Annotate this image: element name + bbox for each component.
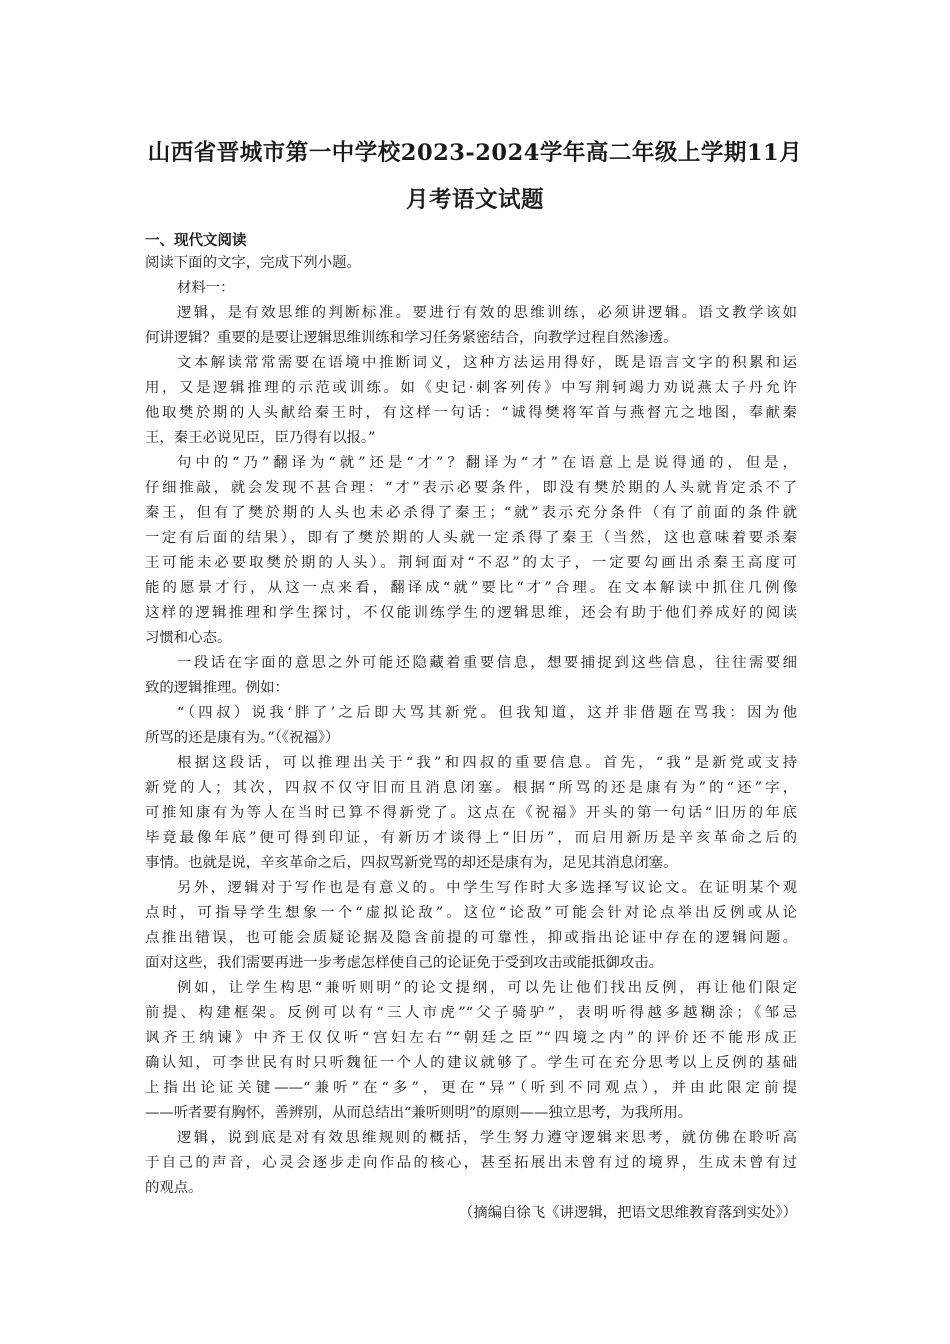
paragraph-line: 可推知康有为等人在当时已算不得新党了。这点在《祝福》开头的第一句话“旧历的年底 [145, 805, 797, 821]
paragraph-line: 讽齐王纳谏》中齐王仅仅听“宫妇左右”“朝廷之臣”“四境之内”的评价还不能形成正 [145, 1030, 797, 1046]
paragraph-line: 能的愿景才行，从这一点来看，翻译成“就”要比“才”合理。在文本解读中抓住几例像 [145, 580, 797, 596]
paragraph-line: 他取樊於期的人头献给秦王时，有这样一句话：“诚得樊将军首与燕督亢之地图，奉献秦 [145, 405, 797, 421]
paragraph-line: 仔细推敲，就会发现不甚合理：“才”表示必要条件，即没有樊於期的人头就肯定杀不了 [145, 480, 797, 496]
paragraph-line: 于自己的声音，心灵会逐步走向作品的核心，甚至拓展出未曾有过的境界，生成未曾有过 [145, 1155, 797, 1171]
paragraph-line: 的观点。 [145, 1180, 203, 1196]
paragraph-line: 王可能未必要取樊於期的人头）。荆轲面对“不忍”的太子，一定要勾画出杀秦王高度可 [145, 555, 797, 571]
paragraph-line: 文本解读常常需要在语境中推断词义，这种方法运用得好，既是语言文字的积累和运 [177, 355, 797, 371]
paragraph-line: 毕竟最像年底”便可得到印证，有新历才谈得上“旧历”，而启用新历是辛亥革命之后的 [145, 830, 797, 846]
paragraph-line: 逻辑，是有效思维的判断标准。要进行有效的思维训练，必须讲逻辑。语文教学该如 [177, 305, 797, 321]
paragraph-line: 用，又是逻辑推理的示范或训练。如《史记·刺客列传》中写荆轲竭力劝说燕太子丹允许 [145, 380, 797, 396]
paragraph-line: 何讲逻辑？重要的是要让逻辑思维训练和学习任务紧密结合，向教学过程自然渗透。 [145, 330, 678, 346]
paragraph-line: 上指出论证关键——“兼听”在“多”，更在“异”（听到不同观点），并由此限定前提 [145, 1080, 797, 1096]
exam-title-line-2: 月考语文试题 [405, 187, 544, 213]
paragraph-line: 一定有后面的结果），即有了樊於期的人头就一定杀得了秦王（当然，这也意味着要杀秦 [145, 530, 797, 546]
paragraph-line: 这样的逻辑推理和学生探讨，不仅能训练学生的逻辑思维，还会有助于他们养成好的阅读 [145, 605, 797, 621]
paragraph-line: 致的逻辑推理。例如： [145, 680, 289, 696]
exam-title-line-1: 山西省晋城市第一中学校2023-2024学年高二年级上学期11月 [147, 140, 803, 166]
paragraph-line: 点时，可指导学生想象一个“虚拟论敌”。这位“论敌”可能会针对论点举出反例或从论 [145, 905, 797, 921]
quote-line: “（四叔）说我‘胖了’之后即大骂其新党。但我知道，这并非借题在骂我：因为他 [177, 705, 797, 721]
paragraph-line: 一段话在字面的意思之外可能还隐藏着重要信息，想要捕捉到这些信息，往往需要细 [177, 655, 797, 671]
paragraph-line: 点推出错误，也可能会质疑论据及隐含前提的可靠性，抑或指出论证中存在的逻辑问题。 [145, 930, 797, 946]
paragraph-line: 逻辑，说到底是对有效思维规则的概括，学生努力遵守逻辑来思考，就仿佛在聆听高 [177, 1130, 797, 1146]
section-heading: 一、现代文阅读 [145, 233, 247, 249]
paragraph-line: 王，秦王必说见臣，臣乃得有以报。” [145, 430, 376, 446]
paragraph-line: 根据这段话，可以推理出关于“我”和四叔的重要信息。首先，“我”是新党或支持 [177, 755, 797, 771]
quote-line: 所骂的还是康有为。”（《祝福》） [145, 730, 340, 746]
paragraph-line: ——听者要有胸怀，善辨别，从而总结出“兼听则明”的原则——独立思考，为我所用。 [145, 1105, 693, 1121]
paragraph-line: 新党的人；其次，四叔不仅守旧而且消息闭塞。根据“所骂的还是康有为”的“还”字， [145, 780, 797, 796]
paragraph-line: 事情。也就是说，辛亥革命之后，四叔骂新党骂的却还是康有为，足见其消息闭塞。 [145, 855, 678, 871]
paragraph-line: 另外，逻辑对于写作也是有意义的。中学生写作时大多选择写议论文。在证明某个观 [177, 880, 797, 896]
paragraph-line: 句中的“乃”翻译为“就”还是“才”？翻译为“才”在语意上是说得通的，但是， [177, 455, 797, 471]
paragraph-line: 面对这些，我们需要再进一步考虑怎样使自己的论证免于受到攻击或能抵御攻击。 [145, 955, 664, 971]
source-citation: （摘编自徐飞《讲逻辑，把语文思维教育落到实处》） [458, 1205, 797, 1221]
paragraph-line: 秦王，但有了樊於期的人头也未必杀得了秦王；“就”表示充分条件（有了前面的条件就 [145, 505, 797, 521]
paragraph-line: 前提、构建框架。反例可以有“三人市虎”“父子骑驴”，表明听得越多越糊涂；《邹忌 [145, 1005, 797, 1021]
paragraph-line: 确认知，可李世民有时只听魏征一个人的建议就够了。学生可在充分思考以上反例的基础 [145, 1055, 797, 1071]
paragraph-line: 例如，让学生构思“兼听则明”的论文提纲，可以先让他们找出反例，再让他们限定 [177, 980, 797, 996]
material-label: 材料一： [177, 280, 235, 296]
instruction-text: 阅读下面的文字，完成下列小题。 [145, 255, 361, 271]
paragraph-line: 习惯和心态。 [145, 630, 232, 646]
